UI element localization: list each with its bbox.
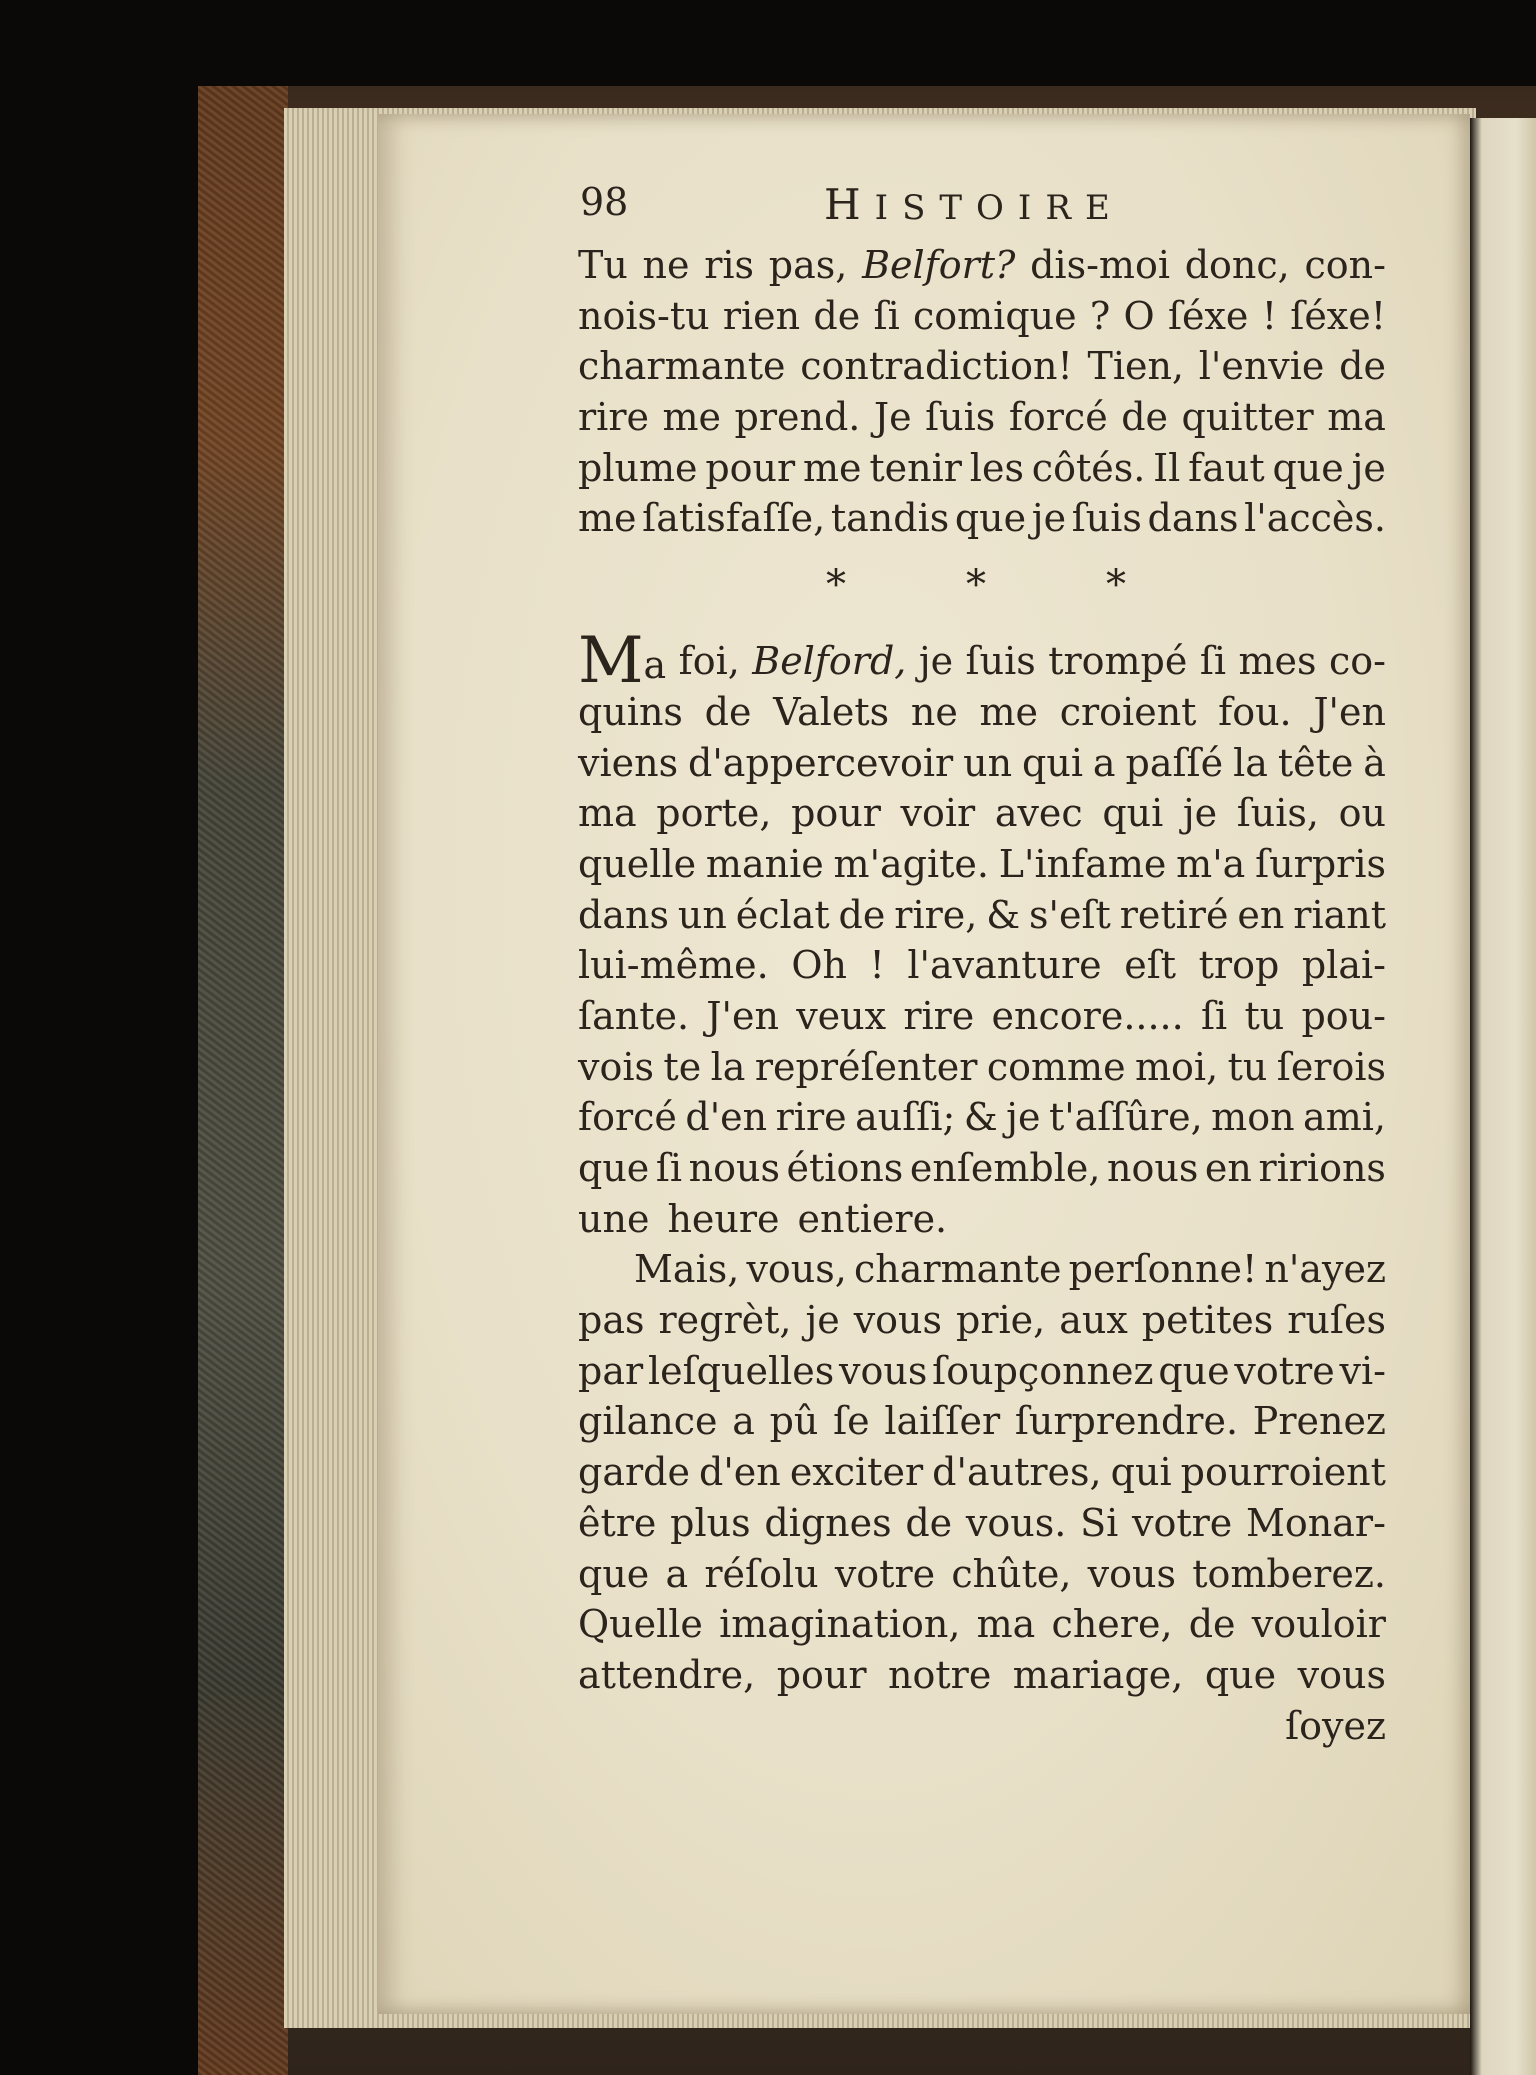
word: ſuis [965,639,1036,684]
catchword: ſoyez [1285,1703,1386,1748]
word: prie, [956,1298,1046,1343]
word: ſuis [1071,496,1142,541]
word: ſuis [925,395,996,440]
asterisk: * [1106,562,1126,609]
running-title: HISTOIRE [824,180,1124,229]
word: mon [1211,1095,1295,1140]
word: de [1188,1602,1236,1647]
word: vous, [746,1247,847,1292]
text-line [578,1498,1386,1549]
word: d'autres, [932,1450,1102,1495]
text-line [578,1650,1386,1701]
word: Oh [791,943,847,988]
word: moi, [1135,1044,1219,1089]
text-line [578,1599,1386,1650]
word: quelle [578,841,697,886]
word: d'en [699,1450,781,1495]
word: ! [1261,293,1277,338]
word: que [578,1551,650,1596]
word: charmante [854,1247,1062,1292]
word: nois-tu [578,293,710,338]
word: étions [786,1146,904,1190]
word: Je [873,395,912,440]
word: Belford, [752,639,907,684]
word: de [1339,344,1386,389]
word: paſſé [1125,740,1224,785]
word: me [979,689,1039,734]
word: aux [1059,1298,1128,1343]
word: être [578,1500,657,1545]
word: ſatisfaſſe, [642,496,826,541]
word: vous [1297,1652,1386,1697]
asterisk: * [826,562,846,609]
text-line [578,1143,1386,1194]
word: tu [1227,1044,1268,1089]
word: que [954,496,1027,541]
word: ? [1089,293,1111,338]
word: rire, [894,892,978,937]
word: tête [1277,740,1354,785]
word: ma [976,1602,1036,1647]
word: prend. [734,395,861,440]
word: veux [796,993,887,1038]
word: O [1123,293,1155,338]
page-header [578,176,1386,240]
word: chere, [1051,1602,1173,1647]
word: ma [1327,395,1386,440]
section-separator [826,562,1126,636]
word: laiſſer [884,1399,1001,1444]
word: attendre, [578,1652,756,1697]
word: donc, [1184,243,1290,287]
word: je [1031,496,1067,541]
word: vi- [1339,1348,1386,1393]
word: viens [578,740,679,785]
word: regrèt, [658,1298,792,1343]
word: vous [1087,1551,1176,1596]
word: nous [1107,1146,1199,1190]
word: je [918,639,954,684]
text-line [578,624,1386,699]
word: pou- [1301,993,1386,1038]
word: de [1121,395,1169,440]
page-number: 98 [580,180,629,224]
word: ſi [873,293,900,338]
word: m'agite. [833,841,989,886]
word: lui-même. [578,943,769,988]
word: leſquelles [647,1348,835,1393]
word: l'envie [1198,344,1325,389]
word: l'accès. [1244,496,1386,541]
text-line [578,839,1386,890]
text-line [578,1396,1386,1447]
word: t'aſſûre, [1048,1095,1203,1140]
word: charmante [578,344,786,389]
word: Mais, [634,1247,740,1292]
word: tu [1244,993,1285,1038]
word: mariage, [1012,1652,1184,1697]
word: comme [986,1044,1126,1089]
word: mes [1238,639,1317,684]
word: ou [1338,791,1386,836]
word: ſante. [578,993,690,1038]
text-line [578,1194,1386,1245]
word: ne [910,689,958,734]
text-line [578,1092,1386,1143]
word: n'ayez [1264,1247,1386,1292]
word: à [1363,740,1386,785]
word: m'a [1176,841,1246,886]
word: & [963,1095,998,1140]
word: de [813,293,861,338]
word: gilance [578,1399,718,1444]
word: un [677,892,727,937]
word: Prenez [1252,1399,1386,1444]
word: trompé [1048,639,1188,684]
word: Quelle [578,1602,703,1647]
word: que [1204,1652,1277,1697]
drop-capital: M [578,624,644,699]
word: croient [1059,689,1197,734]
word: d'appercevoir [688,740,954,785]
word: ſurpris [1255,841,1386,886]
word: rire [775,1095,847,1140]
word: retiré [1119,892,1229,937]
word: te [663,1044,702,1089]
word: qui [1022,740,1083,785]
word: voir [900,791,976,836]
word: l'avanture [907,943,1102,988]
word: nous [688,1146,780,1190]
word: J'en [706,993,779,1038]
word: vois [578,1044,654,1089]
word: a [732,1399,755,1444]
word: dans [578,892,669,937]
text-line [578,1447,1386,1498]
word: contradiction! [800,344,1073,389]
word: garde [578,1450,690,1495]
word: en [1237,892,1285,937]
word: ſéxe [1167,293,1249,338]
word: quins [578,689,683,734]
word: Tu [578,243,628,287]
word: trop [1198,943,1280,988]
word: vous [853,1298,943,1343]
word: chûte, [951,1551,1072,1596]
text-line [578,991,1386,1042]
word: fou. [1218,689,1292,734]
paragraph-1 [578,240,1386,544]
word: perſonne! [1068,1247,1258,1292]
word: notre [888,1652,992,1697]
word: exciter [789,1450,924,1495]
word: s'eſt [1029,892,1111,937]
word: ma [578,791,637,836]
word: ſéxe! [1290,293,1386,338]
paragraph-3 [578,1244,1386,1700]
word: avec [994,791,1083,836]
word: ſe [833,1399,870,1444]
word: eſt [1124,943,1177,988]
text-line [578,493,1386,544]
word: ſuis, [1236,791,1320,836]
word: encore..... [991,993,1184,1038]
word: votre [1234,1348,1335,1393]
word: Monar- [1246,1500,1386,1545]
word: plai- [1301,943,1386,988]
word: que [1272,445,1344,490]
word: dignes [764,1500,892,1545]
word: me [803,445,862,490]
word: ſi [1200,993,1228,1038]
word: ſerois [1276,1044,1386,1089]
word: ne [642,243,690,287]
word: ami, [1303,1095,1386,1140]
word: côtés. [1031,445,1146,490]
word: Si [1080,1500,1119,1545]
word: repréſenter [754,1044,978,1089]
text-line [578,1042,1386,1093]
word: la [1233,740,1268,785]
word: pour [705,445,796,490]
dropcap-word [578,624,667,699]
word: de [838,892,886,937]
word: vouloir [1251,1602,1386,1647]
word: co- [1328,639,1386,684]
word: ruſes [1287,1298,1386,1343]
word: con- [1304,243,1386,287]
word: imagination, [719,1602,961,1647]
catchword-line [578,1701,1386,1752]
word: dis-moi [1030,243,1170,287]
word: heure [667,1196,780,1241]
asterisk: * [966,562,986,609]
word: pas [578,1298,645,1343]
word: pour [791,791,881,836]
paragraph-2 [578,624,1386,1244]
word: ſi [1199,639,1227,684]
word: je [805,1298,840,1343]
text-line [578,738,1386,789]
word: auſſi; [855,1095,956,1140]
word: L'infame [998,841,1167,886]
word: foi, [678,639,740,684]
word: que [1158,1348,1230,1393]
word: un [963,740,1013,785]
text-line [578,1346,1386,1397]
word: tandis [830,496,950,541]
word: réſolu [704,1551,819,1596]
word: d'en [685,1095,768,1140]
word: Il [1153,445,1181,490]
word: a [643,643,667,688]
word: a [665,1551,689,1596]
text-line [578,687,1386,738]
leather-cover-edge [198,86,288,2075]
word: rire [578,395,649,440]
word: pû [769,1399,819,1444]
word: enſemble, [909,1146,1101,1190]
word: qui [1110,1450,1172,1495]
word: en [1204,1146,1252,1190]
word: plus [670,1500,751,1545]
word: votre [1131,1500,1233,1545]
word: rire [903,993,975,1038]
word: par [578,1348,644,1393]
word: tenir [869,445,962,490]
word: je [1006,1095,1041,1140]
word: pourroient [1180,1450,1386,1495]
word: les [969,445,1024,490]
word: vous [839,1348,928,1393]
word: & [986,892,1021,937]
word: quitter [1181,395,1314,440]
word: ſoupçonnez [932,1348,1154,1393]
word: ſi [655,1146,683,1190]
word: de [905,1500,953,1545]
word: ! [869,943,885,988]
word: Tien, [1087,344,1185,389]
facing-page-edge [1470,118,1536,2075]
word: rien [722,293,801,338]
word: ris [704,243,755,287]
word: Valets [773,689,890,734]
word: pas, [768,243,848,287]
text-line [578,1549,1386,1600]
word: vous. [965,1500,1067,1545]
word: manie [705,841,824,886]
word: Belfort? [862,243,1016,287]
word: riant [1293,892,1386,937]
text-line [578,940,1386,991]
word: forcé [1008,395,1108,440]
word: une [578,1196,650,1241]
text-line [578,443,1386,494]
word: faut [1188,445,1265,490]
word: comique [912,293,1077,338]
word: me [578,496,637,541]
word: entiere. [797,1196,948,1241]
word: dans [1147,496,1239,541]
word: me [662,395,722,440]
word: ririons [1258,1146,1386,1190]
word: ſurprendre. [1014,1399,1239,1444]
word: de [704,689,752,734]
word: a [1092,740,1116,785]
word: la [710,1044,746,1089]
word: porte, [656,791,772,836]
page-text [578,176,1386,1751]
text-line [578,1295,1386,1346]
word: J'en [1313,689,1386,734]
text-line [578,240,1386,291]
text-line [578,788,1386,839]
text-line [578,392,1386,443]
word: je [1351,445,1386,490]
word: qui [1102,791,1164,836]
word: votre [834,1551,936,1596]
text-line [578,341,1386,392]
text-line [578,291,1386,342]
word: plume [578,445,698,490]
text-line [578,1244,1386,1295]
word: pour [776,1652,867,1697]
word: éclat [735,892,830,937]
word: forcé [578,1095,677,1140]
word: tomberez. [1192,1551,1386,1596]
word: que [578,1146,650,1190]
word: je [1182,791,1218,836]
word: petites [1141,1298,1274,1343]
text-line [578,890,1386,941]
